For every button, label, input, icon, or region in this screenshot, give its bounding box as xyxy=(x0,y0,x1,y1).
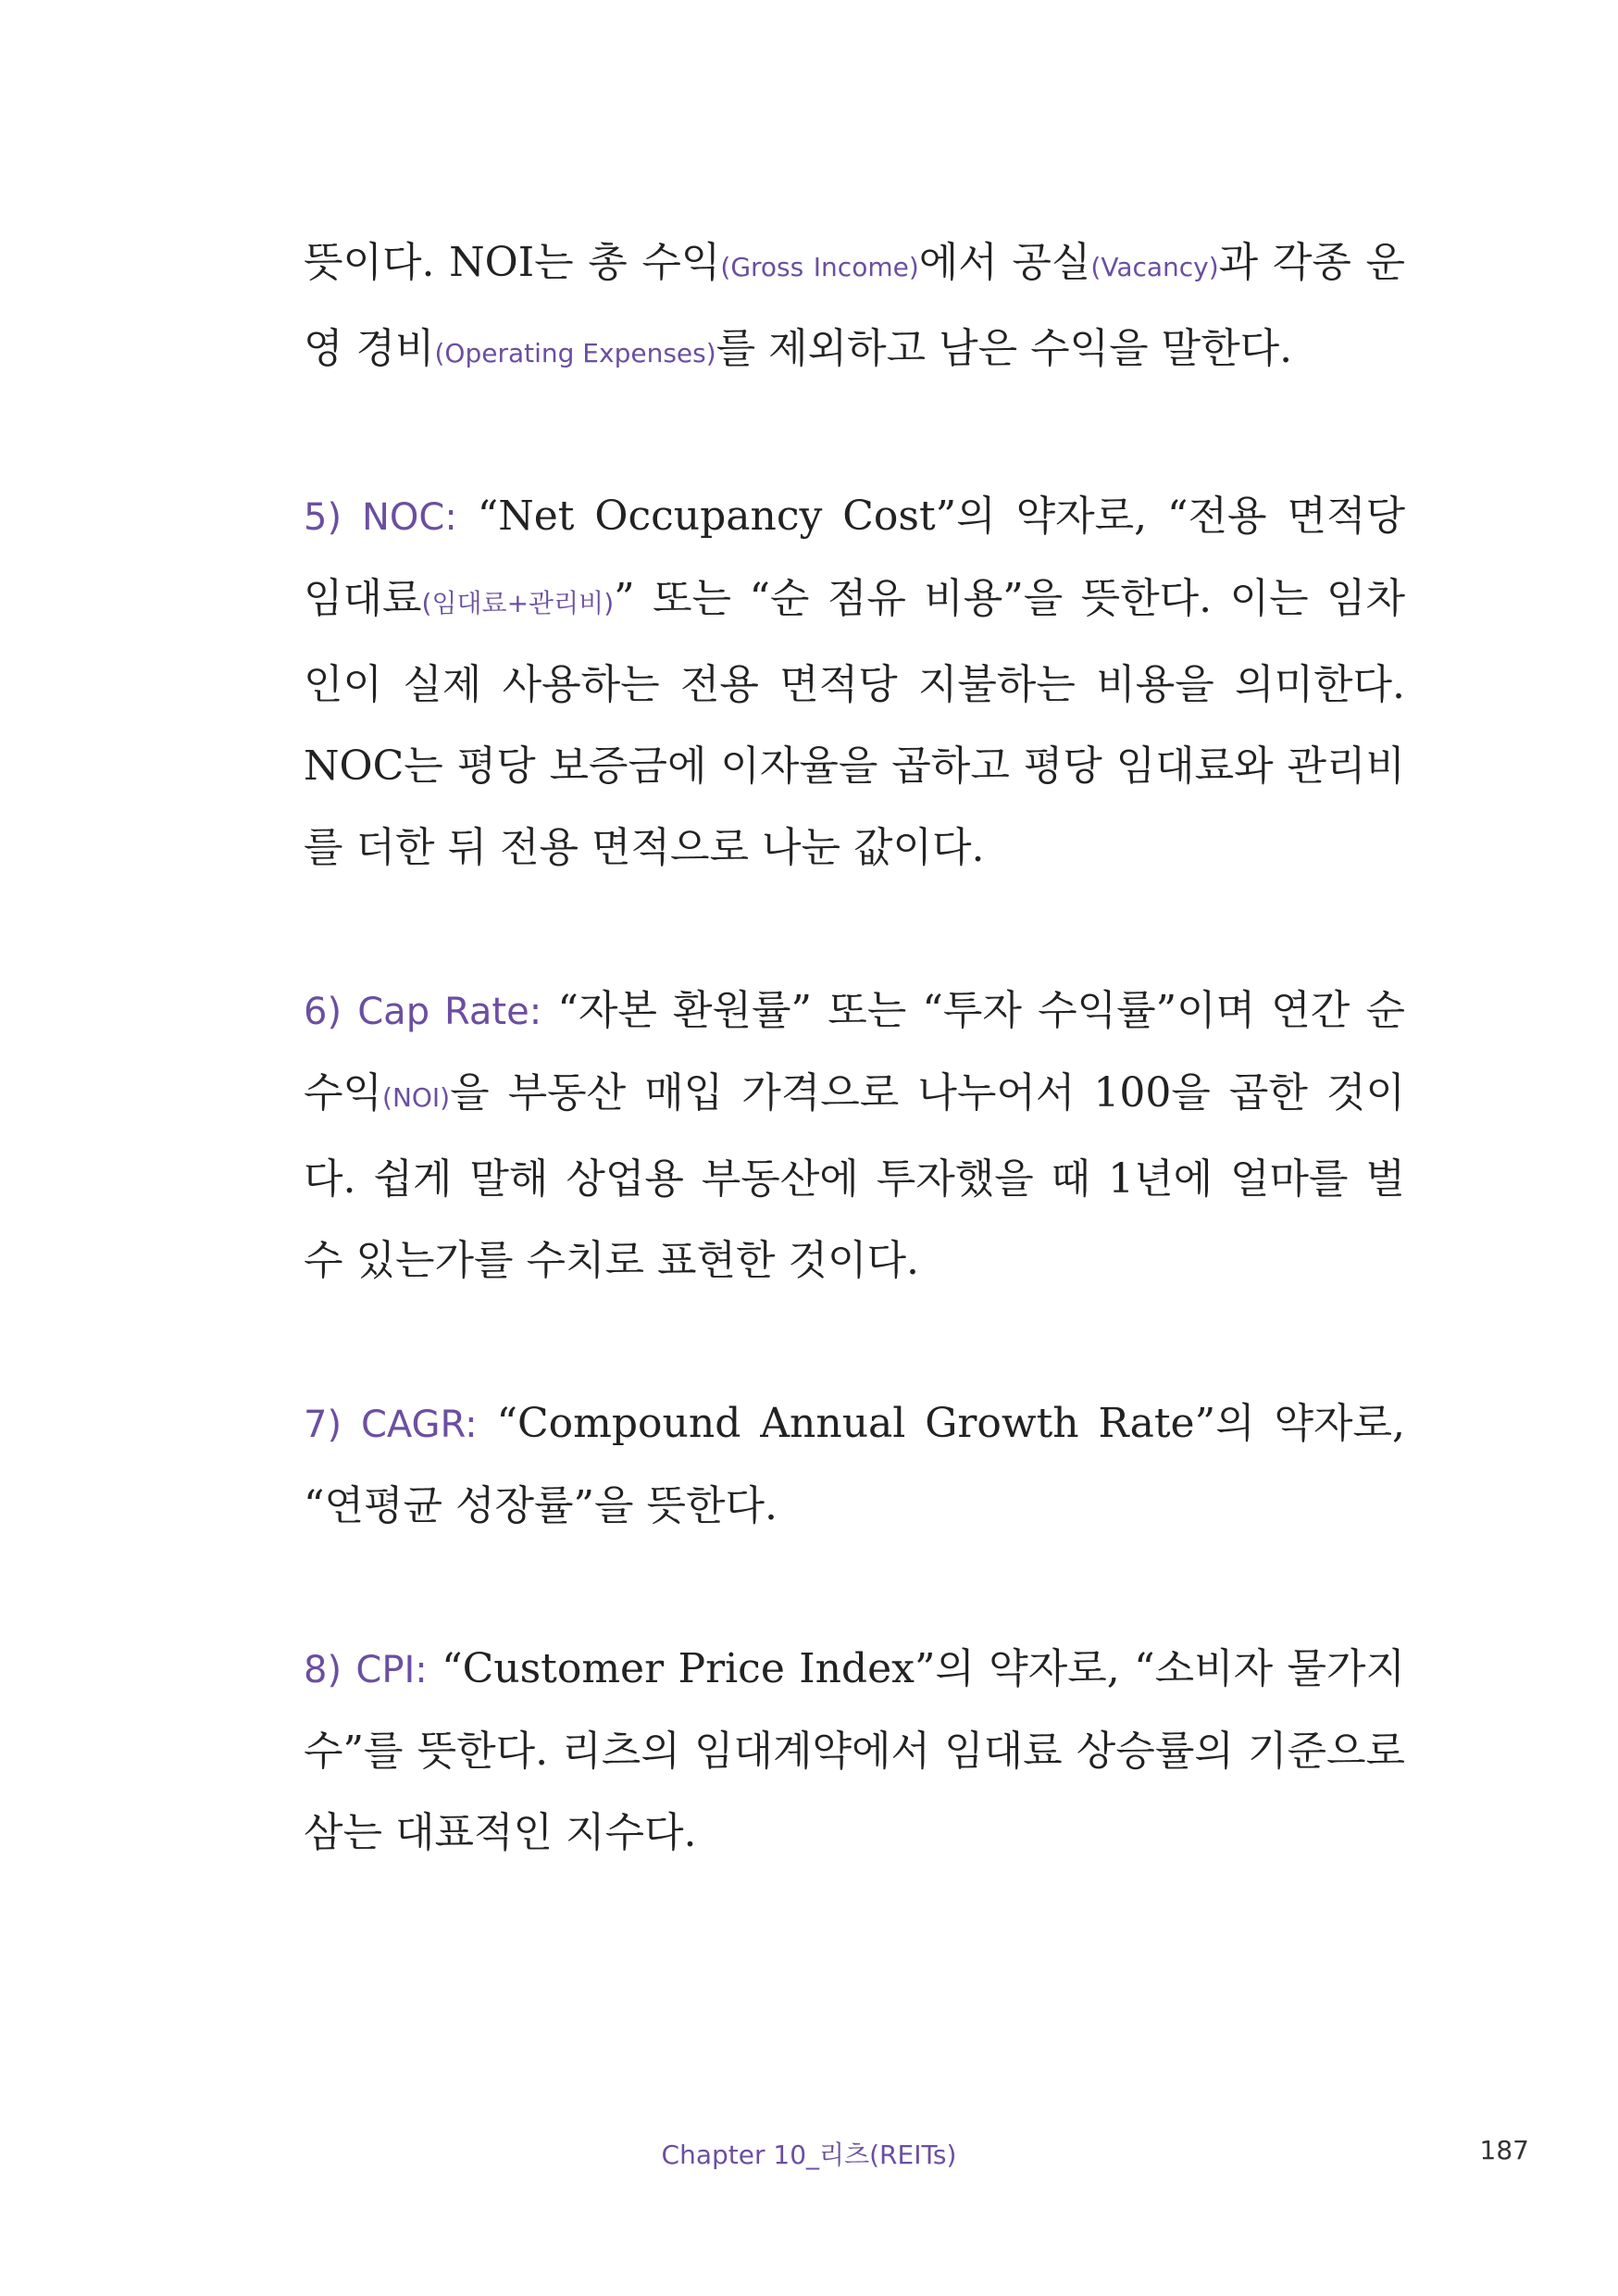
item-text: “Compound Annual Growth Rate”의 약자로, “연평균 성장률”을 뜻한다. xyxy=(304,1400,1405,1529)
running-footer-chapter: Chapter 10_리츠(REITs) xyxy=(661,2140,957,2170)
definition-cap-rate xyxy=(261,970,1405,1302)
item-gloss: (임대료+관리비) xyxy=(421,588,615,618)
definition-cagr xyxy=(261,1383,1405,1547)
definition-noc xyxy=(261,476,1405,889)
intro-paragraph xyxy=(304,222,1405,394)
intro-gloss-3: (Operating Expenses) xyxy=(434,338,716,368)
item-text-continued: ” 또는 “순 점유 비용”을 뜻한다. 이는 임차인이 실제 사용하는 전용 면적당 지불하는 비용을 의미한다. NOC는 평당 보증금에 이자율을 곱하고 평당 임대료와 관리비를 더한 뒤 전용 면적으로 나눈 값이다. xyxy=(304,575,1405,871)
item-number: 7) xyxy=(304,1404,342,1446)
intro-text-1: 뜻이다. NOI는 총 수익 xyxy=(304,239,721,286)
item-text: “Customer Price Index”의 약자로, “소비자 물가지수”를 뜻한다. 리츠의 임대계약에서 임대료 상승률의 기준으로 삼는 대표적인 지수다. xyxy=(304,1645,1405,1856)
item-number: 8) xyxy=(304,1649,342,1691)
definition-cpi xyxy=(261,1628,1405,1874)
item-term: CPI: xyxy=(355,1649,428,1691)
item-gloss: (NOI) xyxy=(382,1082,451,1113)
intro-text-3: 과 각종 운영 경비 xyxy=(304,239,1405,372)
page-number: 187 xyxy=(1479,2135,1529,2165)
item-term: NOC: xyxy=(362,496,457,539)
intro-text-2: 에서 공실 xyxy=(918,239,1091,286)
intro-gloss-1: (Gross Income) xyxy=(720,252,919,282)
item-number: 6) xyxy=(304,991,342,1033)
page-body xyxy=(304,222,1405,1874)
item-term: CAGR: xyxy=(360,1404,478,1446)
item-text-continued: 을 부동산 매입 가격으로 나누어서 100을 곱한 것이다. 쉽게 말해 상업용 부동산에 투자했을 때 1년에 얼마를 벌 수 있는가를 수치로 표현한 것이다. xyxy=(304,1069,1405,1284)
intro-text-4: 를 제외하고 남은 수익을 말한다. xyxy=(716,325,1293,372)
item-term: Cap Rate: xyxy=(357,991,542,1033)
item-number: 5) xyxy=(304,496,342,539)
item-text: “자본 환원률” 또는 “투자 수익률”이며 연간 순수익 xyxy=(304,987,1405,1117)
item-text: “Net Occupancy Cost”의 약자로, “전용 면적당 임대료 xyxy=(304,493,1405,622)
intro-gloss-2: (Vacancy) xyxy=(1090,252,1219,282)
